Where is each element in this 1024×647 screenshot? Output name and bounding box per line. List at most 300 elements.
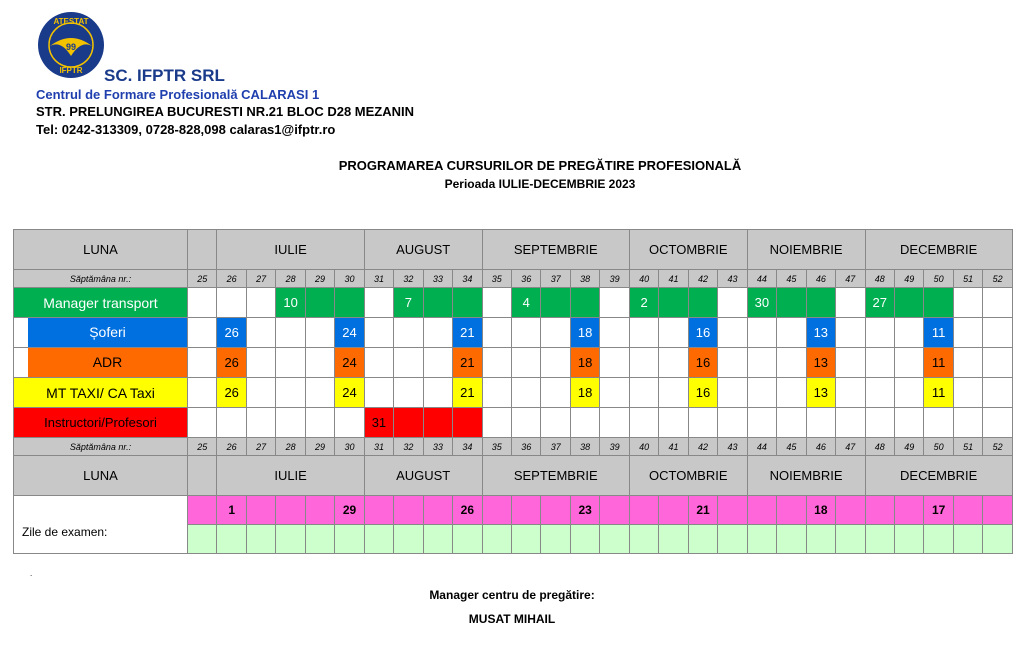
schedule-cell — [246, 288, 275, 318]
schedule-cell: 31 — [364, 408, 393, 438]
week-number: 28 — [276, 438, 305, 456]
schedule-cell — [953, 288, 982, 318]
schedule-cell — [423, 318, 452, 348]
week-number: 32 — [394, 270, 423, 288]
schedule-cell — [983, 288, 1012, 318]
exam-day-cell: 23 — [570, 496, 599, 525]
week-number: 33 — [423, 270, 452, 288]
exam-spare-cell — [659, 525, 688, 554]
week-number: 52 — [983, 270, 1012, 288]
schedule-cell: 26 — [217, 318, 246, 348]
exam-spare-cell — [600, 525, 629, 554]
schedule-cell — [276, 318, 305, 348]
schedule-table — [13, 229, 1013, 554]
exam-spare-cell — [718, 525, 747, 554]
schedule-cell — [806, 288, 835, 318]
signature-role: Manager centru de pregătire: — [429, 588, 595, 602]
schedule-cell — [364, 348, 393, 378]
schedule-cell: 24 — [335, 318, 364, 348]
course-row — [14, 378, 1013, 408]
week-number: 36 — [512, 270, 541, 288]
week-number: 39 — [600, 438, 629, 456]
schedule-cell — [188, 318, 217, 348]
stray-dot: . — [30, 569, 33, 578]
schedule-cell — [836, 348, 865, 378]
signature-name: MUSAT MIHAIL — [468, 612, 556, 626]
exam-spare-cell — [305, 525, 334, 554]
week-number: 38 — [570, 438, 599, 456]
schedule-cell — [806, 408, 835, 438]
exam-spare-cell — [453, 525, 483, 554]
schedule-cell — [364, 378, 393, 408]
schedule-cell — [629, 408, 658, 438]
exam-day-cell — [953, 496, 982, 525]
week-number: 52 — [983, 438, 1012, 456]
schedule-cell — [217, 408, 246, 438]
schedule-cell — [688, 288, 717, 318]
week-number: 43 — [718, 438, 747, 456]
schedule-cell — [659, 408, 688, 438]
week-number: 25 — [188, 438, 217, 456]
schedule-cell — [541, 408, 570, 438]
schedule-cell — [305, 408, 334, 438]
schedule-cell — [423, 378, 452, 408]
month-header-row — [14, 230, 1013, 270]
week-number: 28 — [276, 270, 305, 288]
schedule-cell — [453, 288, 483, 318]
schedule-cell — [512, 408, 541, 438]
exam-spare-cell — [924, 525, 953, 554]
schedule-cell — [364, 288, 393, 318]
schedule-cell — [541, 378, 570, 408]
schedule-cell — [865, 348, 894, 378]
week-number: 42 — [688, 270, 717, 288]
week-number: 36 — [512, 438, 541, 456]
schedule-cell: 11 — [924, 318, 953, 348]
schedule-cell — [570, 408, 599, 438]
schedule-cell — [718, 378, 747, 408]
week-number: 25 — [188, 270, 217, 288]
schedule-cell: 18 — [570, 378, 599, 408]
svg-text:ATESTAT: ATESTAT — [53, 17, 89, 26]
exam-day-cell — [394, 496, 423, 525]
exam-day-cell: 26 — [453, 496, 483, 525]
schedule-cell — [482, 378, 511, 408]
schedule-cell — [246, 408, 275, 438]
schedule-cell: 24 — [335, 348, 364, 378]
week-label: Săptămâna nr.: — [14, 270, 188, 288]
course-label-text: ADR — [28, 348, 187, 377]
schedule-cell — [600, 408, 629, 438]
week-number: 34 — [453, 438, 483, 456]
exam-spare-cell — [629, 525, 658, 554]
exam-day-cell — [305, 496, 334, 525]
schedule-cell — [629, 348, 658, 378]
exam-spare-cell — [688, 525, 717, 554]
week-number: 27 — [246, 270, 275, 288]
schedule-cell — [747, 318, 776, 348]
schedule-cell: 26 — [217, 378, 246, 408]
week-number: 44 — [747, 270, 776, 288]
schedule-cell — [747, 348, 776, 378]
month-iulie: IULIE — [217, 456, 364, 496]
atestat-logo — [36, 10, 106, 80]
week-number: 41 — [659, 438, 688, 456]
schedule-cell — [953, 318, 982, 348]
course-label: Manager transport — [14, 288, 188, 318]
svg-text:IFPTR: IFPTR — [59, 66, 83, 75]
exam-spare-cell — [423, 525, 452, 554]
week-number: 30 — [335, 438, 364, 456]
course-label: Instructori/Profesori — [14, 408, 188, 438]
exam-day-cell — [894, 496, 923, 525]
month-iulie: IULIE — [217, 230, 364, 270]
schedule-cell — [894, 288, 923, 318]
schedule-cell — [335, 408, 364, 438]
schedule-cell: 18 — [570, 348, 599, 378]
course-label-text: Șoferi — [28, 318, 187, 347]
exam-spare-cell — [364, 525, 393, 554]
exam-day-cell — [246, 496, 275, 525]
exam-day-cell — [482, 496, 511, 525]
luna-label: LUNA — [14, 456, 188, 496]
week-number: 48 — [865, 270, 894, 288]
schedule-cell — [836, 378, 865, 408]
exam-spare-cell — [276, 525, 305, 554]
schedule-cell: 2 — [629, 288, 658, 318]
company-name: SC. IFPTR SRL — [104, 66, 225, 85]
week-number: 30 — [335, 270, 364, 288]
schedule-cell — [924, 408, 953, 438]
schedule-cell — [983, 408, 1012, 438]
week-label: Săptămâna nr.: — [14, 438, 188, 456]
schedule-cell — [894, 348, 923, 378]
exam-day-cell: 18 — [806, 496, 835, 525]
exam-spare-cell — [777, 525, 806, 554]
schedule-cell — [659, 288, 688, 318]
week-number: 51 — [953, 270, 982, 288]
exam-day-cell: 17 — [924, 496, 953, 525]
week-number: 38 — [570, 270, 599, 288]
schedule-cell: 16 — [688, 318, 717, 348]
schedule-cell — [600, 348, 629, 378]
course-row — [14, 408, 1013, 438]
schedule-cell — [276, 378, 305, 408]
week-number: 40 — [629, 270, 658, 288]
training-center-name: Centrul de Formare Profesională CALARASI 1 — [36, 87, 320, 102]
month-octombrie: OCTOMBRIE — [629, 456, 747, 496]
course-row — [14, 318, 1013, 348]
week-number: 37 — [541, 270, 570, 288]
month-decembrie: DECEMBRIE — [865, 456, 1012, 496]
contact-line: Tel: 0242-313309, 0728-828,098 calaras1@ifptr.ro — [36, 122, 336, 137]
week-number: 34 — [453, 270, 483, 288]
schedule-cell — [423, 408, 452, 438]
exam-spare-cell — [541, 525, 570, 554]
schedule-cell — [188, 348, 217, 378]
week-number: 41 — [659, 270, 688, 288]
exam-label: Zile de examen: — [14, 496, 188, 554]
schedule-cell — [718, 288, 747, 318]
week-number: 29 — [305, 438, 334, 456]
schedule-cell — [512, 378, 541, 408]
schedule-cell — [894, 318, 923, 348]
week-number-row — [14, 270, 1013, 288]
exam-spare-cell — [865, 525, 894, 554]
schedule-cell: 4 — [512, 288, 541, 318]
course-row — [14, 288, 1013, 318]
exam-day-cell — [629, 496, 658, 525]
schedule-cell — [953, 378, 982, 408]
week-number: 49 — [894, 270, 923, 288]
week-number: 40 — [629, 438, 658, 456]
course-label — [14, 318, 188, 348]
week-number-row — [14, 438, 1013, 456]
schedule-cell — [305, 378, 334, 408]
week-number: 47 — [836, 270, 865, 288]
week-number: 51 — [953, 438, 982, 456]
schedule-cell — [836, 288, 865, 318]
schedule-cell — [836, 408, 865, 438]
exam-day-cell: 1 — [217, 496, 246, 525]
exam-day-cell — [276, 496, 305, 525]
schedule-cell: 13 — [806, 318, 835, 348]
schedule-cell — [894, 408, 923, 438]
schedule-cell: 21 — [453, 348, 483, 378]
week-number: 35 — [482, 438, 511, 456]
schedule-cell — [512, 348, 541, 378]
week-number: 45 — [777, 270, 806, 288]
schedule-cell — [865, 318, 894, 348]
schedule-cell — [423, 288, 452, 318]
schedule-cell — [983, 318, 1012, 348]
schedule-cell — [188, 408, 217, 438]
schedule-cell: 18 — [570, 318, 599, 348]
exam-spare-cell — [188, 525, 217, 554]
schedule-cell — [865, 408, 894, 438]
schedule-cell — [217, 288, 246, 318]
exam-day-cell — [600, 496, 629, 525]
schedule-cell — [305, 288, 334, 318]
month-decembrie: DECEMBRIE — [865, 230, 1012, 270]
schedule-cell — [188, 288, 217, 318]
schedule-cell — [747, 408, 776, 438]
schedule-cell — [777, 378, 806, 408]
schedule-cell — [276, 408, 305, 438]
schedule-cell — [836, 318, 865, 348]
schedule-cell — [541, 288, 570, 318]
week-number: 45 — [777, 438, 806, 456]
exam-spare-cell — [894, 525, 923, 554]
schedule-cell — [629, 318, 658, 348]
schedule-cell — [453, 408, 483, 438]
schedule-cell — [718, 408, 747, 438]
exam-spare-cell — [836, 525, 865, 554]
week-number: 27 — [246, 438, 275, 456]
month-noiembrie: NOIEMBRIE — [747, 230, 865, 270]
week-number: 35 — [482, 270, 511, 288]
schedule-cell — [394, 378, 423, 408]
month-august: AUGUST — [364, 230, 482, 270]
schedule-cell — [924, 288, 953, 318]
week-number: 46 — [806, 270, 835, 288]
exam-spare-cell — [806, 525, 835, 554]
schedule-cell — [983, 378, 1012, 408]
schedule-cell — [541, 318, 570, 348]
address: STR. PRELUNGIREA BUCURESTI NR.21 BLOC D28 MEZANIN — [36, 104, 414, 119]
schedule-cell — [983, 348, 1012, 378]
schedule-cell — [777, 408, 806, 438]
week-number: 42 — [688, 438, 717, 456]
week-number: 33 — [423, 438, 452, 456]
schedule-cell — [777, 318, 806, 348]
exam-day-cell — [747, 496, 776, 525]
svg-text:99: 99 — [65, 42, 77, 52]
exam-day-cell — [364, 496, 393, 525]
schedule-cell — [512, 318, 541, 348]
week-number: 50 — [924, 270, 953, 288]
schedule-cell — [394, 408, 423, 438]
month-octombrie: OCTOMBRIE — [629, 230, 747, 270]
month-august: AUGUST — [364, 456, 482, 496]
schedule-cell — [394, 348, 423, 378]
week-number: 31 — [364, 438, 393, 456]
schedule-cell — [541, 348, 570, 378]
course-label — [14, 348, 188, 378]
schedule-cell: 10 — [276, 288, 305, 318]
schedule-cell: 11 — [924, 348, 953, 378]
exam-day-cell — [188, 496, 217, 525]
schedule-cell — [482, 318, 511, 348]
month-spacer — [188, 230, 217, 270]
course-label: MT TAXI/ CA Taxi — [14, 378, 188, 408]
schedule-cell — [718, 318, 747, 348]
month-septembrie: SEPTEMBRIE — [482, 230, 629, 270]
week-number: 47 — [836, 438, 865, 456]
exam-day-cell — [865, 496, 894, 525]
schedule-cell: 13 — [806, 378, 835, 408]
exam-row — [14, 496, 1013, 525]
exam-spare-cell — [953, 525, 982, 554]
schedule-cell: 16 — [688, 378, 717, 408]
schedule-cell — [777, 288, 806, 318]
luna-label: LUNA — [14, 230, 188, 270]
schedule-cell: 26 — [217, 348, 246, 378]
exam-spare-cell — [747, 525, 776, 554]
week-number: 48 — [865, 438, 894, 456]
schedule-cell — [629, 378, 658, 408]
document-period: Perioada IULIE-DECEMBRIE 2023 — [444, 177, 636, 191]
schedule-cell — [423, 348, 452, 378]
exam-spare-cell — [394, 525, 423, 554]
schedule-cell — [305, 348, 334, 378]
exam-day-cell — [659, 496, 688, 525]
exam-day-cell — [512, 496, 541, 525]
week-number: 49 — [894, 438, 923, 456]
schedule-cell — [246, 378, 275, 408]
document-title: PROGRAMAREA CURSURILOR DE PREGĂTIRE PROFESIONALĂ — [338, 158, 742, 173]
week-number: 39 — [600, 270, 629, 288]
schedule-cell — [777, 348, 806, 378]
exam-day-cell — [836, 496, 865, 525]
month-header-row — [14, 456, 1013, 496]
schedule-cell: 30 — [747, 288, 776, 318]
schedule-cell — [276, 348, 305, 378]
schedule-cell — [335, 288, 364, 318]
week-number: 29 — [305, 270, 334, 288]
schedule-cell: 24 — [335, 378, 364, 408]
exam-day-cell — [983, 496, 1012, 525]
schedule-cell — [188, 378, 217, 408]
schedule-cell: 13 — [806, 348, 835, 378]
week-number: 46 — [806, 438, 835, 456]
schedule-cell — [482, 288, 511, 318]
schedule-cell — [246, 318, 275, 348]
schedule-cell — [600, 318, 629, 348]
month-noiembrie: NOIEMBRIE — [747, 456, 865, 496]
schedule-cell — [894, 378, 923, 408]
week-number: 37 — [541, 438, 570, 456]
exam-day-cell — [777, 496, 806, 525]
schedule-cell — [659, 348, 688, 378]
month-septembrie: SEPTEMBRIE — [482, 456, 629, 496]
exam-spare-cell — [335, 525, 364, 554]
exam-day-cell — [718, 496, 747, 525]
exam-spare-cell — [217, 525, 246, 554]
month-spacer — [188, 456, 217, 496]
schedule-cell: 7 — [394, 288, 423, 318]
exam-spare-cell — [246, 525, 275, 554]
schedule-cell — [688, 408, 717, 438]
schedule-cell — [570, 288, 599, 318]
exam-day-cell — [541, 496, 570, 525]
schedule-cell — [747, 378, 776, 408]
schedule-cell — [718, 348, 747, 378]
exam-day-cell: 21 — [688, 496, 717, 525]
exam-spare-cell — [482, 525, 511, 554]
schedule-cell — [482, 348, 511, 378]
schedule-cell: 27 — [865, 288, 894, 318]
schedule-cell: 16 — [688, 348, 717, 378]
week-number: 26 — [217, 270, 246, 288]
exam-day-cell: 29 — [335, 496, 364, 525]
week-number: 26 — [217, 438, 246, 456]
schedule-cell: 21 — [453, 318, 483, 348]
schedule-cell — [953, 348, 982, 378]
schedule-cell — [600, 378, 629, 408]
week-number: 50 — [924, 438, 953, 456]
course-row — [14, 348, 1013, 378]
schedule-cell — [482, 408, 511, 438]
exam-day-cell — [423, 496, 452, 525]
schedule-cell — [246, 348, 275, 378]
schedule-cell — [865, 378, 894, 408]
exam-spare-cell — [570, 525, 599, 554]
exam-spare-cell — [983, 525, 1012, 554]
week-number: 32 — [394, 438, 423, 456]
week-number: 43 — [718, 270, 747, 288]
schedule-cell — [659, 378, 688, 408]
schedule-cell — [305, 318, 334, 348]
schedule-cell — [953, 408, 982, 438]
schedule-cell: 11 — [924, 378, 953, 408]
schedule-cell — [659, 318, 688, 348]
schedule-cell — [364, 318, 393, 348]
schedule-cell — [394, 318, 423, 348]
schedule-cell: 21 — [453, 378, 483, 408]
schedule-cell — [600, 288, 629, 318]
exam-spare-cell — [512, 525, 541, 554]
